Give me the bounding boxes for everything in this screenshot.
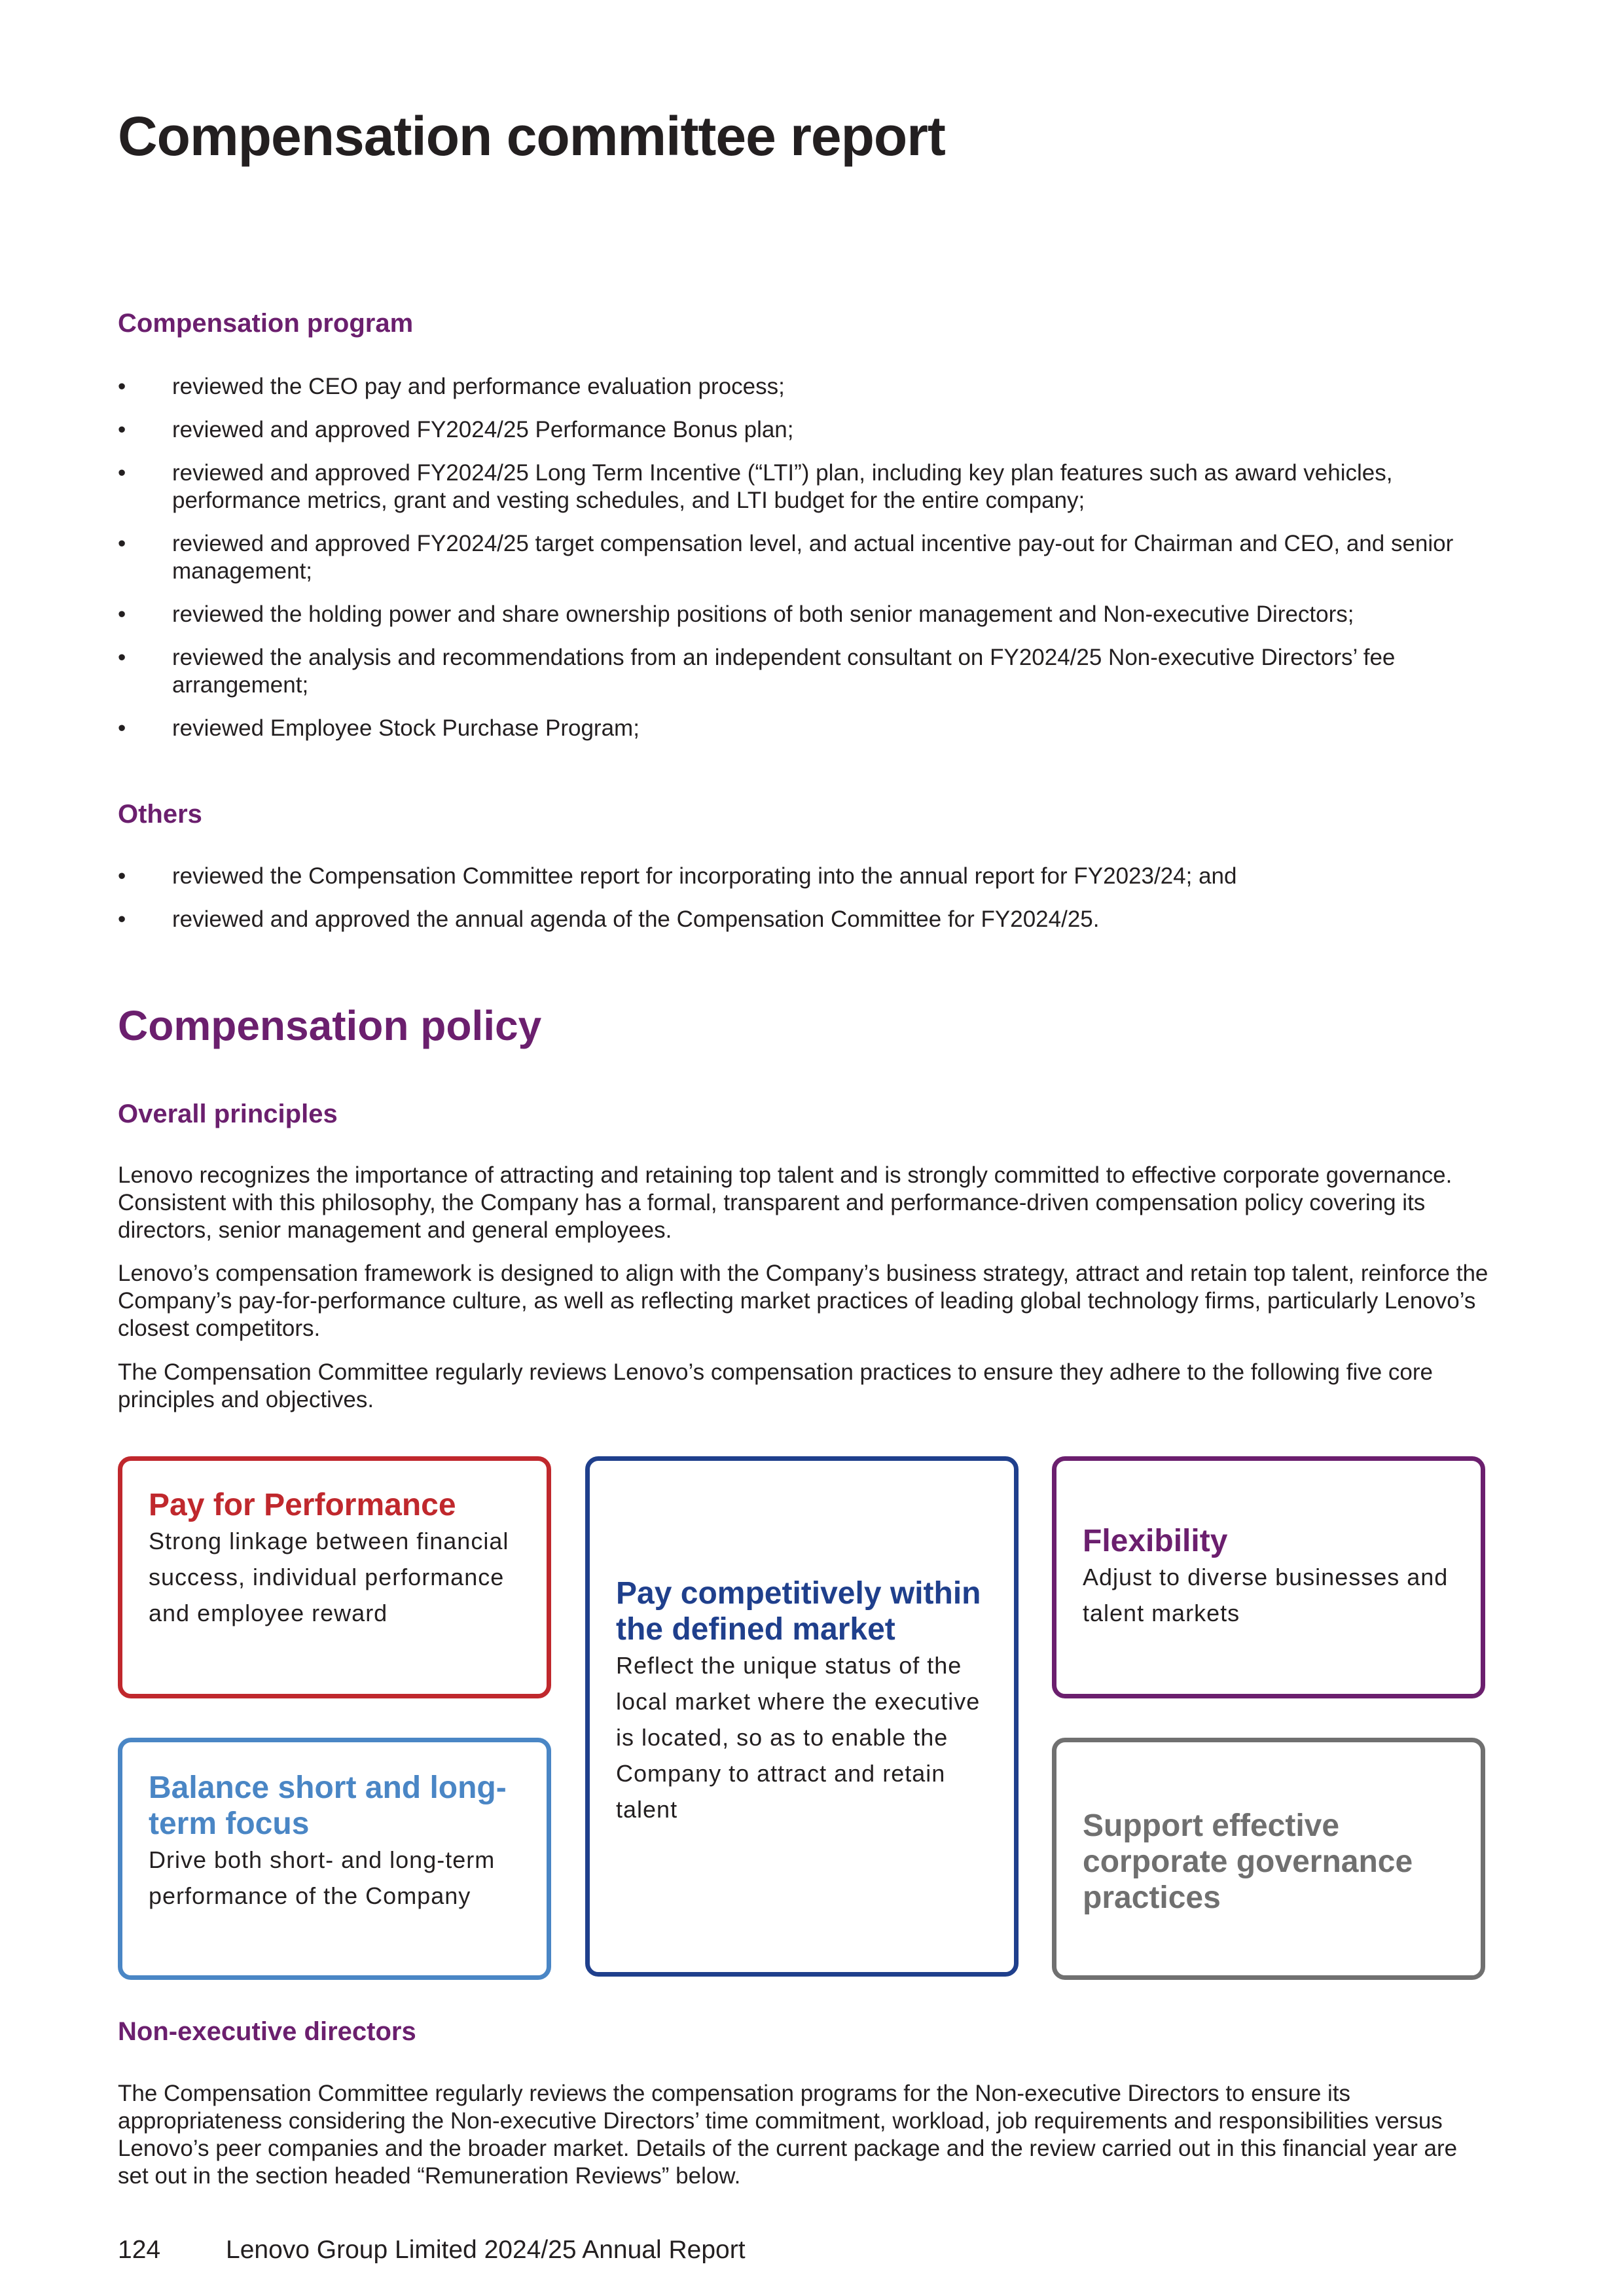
list-item: • reviewed and approved FY2024/25 Long Term Incentive (“LTI”) plan, including key plan features such as award vehicles, performance metrics, grant and vesting schedules, and LTI budget for the entire company; xyxy=(118,460,1393,513)
principle-pay-competitively xyxy=(585,1456,1019,1977)
principle-title: Balance short and long-term focus xyxy=(149,1770,507,1841)
principle-title: Flexibility xyxy=(1083,1524,1228,1558)
principle-title: Pay competitively within the defined market xyxy=(616,1576,981,1647)
principle-pay-for-performance xyxy=(118,1456,551,1698)
non-executive-directors-heading: Non-executive directors xyxy=(118,2017,416,2046)
overall-principles-heading: Overall principles xyxy=(118,1100,338,1128)
compensation-policy-title: Compensation policy xyxy=(118,1002,542,1049)
overall-principles-paragraph-3: The Compensation Committee regularly reviews Lenovo’s compensation practices to ensure they adhere to the following five core principles and objectives. xyxy=(118,1359,1434,1412)
list-item: • reviewed and approved FY2024/25 Performance Bonus plan; xyxy=(118,417,794,442)
list-item: • reviewed the analysis and recommendations from an independent consultant on FY2024/25 Non-executive Directors’ fee arrangement; xyxy=(118,645,1396,698)
bullet-icon: • xyxy=(118,531,126,556)
page-number: 124 xyxy=(118,2236,161,2264)
publication-title: Lenovo Group Limited 2024/25 Annual Report xyxy=(226,2236,746,2264)
bullet-icon: • xyxy=(118,460,126,486)
page-footer xyxy=(118,2236,746,2265)
bullet-icon: • xyxy=(118,906,126,932)
bullet-icon: • xyxy=(118,601,126,627)
list-item: • reviewed the Compensation Committee report for incorporating into the annual report for FY2023/24; and xyxy=(118,863,1237,889)
overall-principles-paragraph-1: Lenovo recognizes the importance of attracting and retaining top talent and is strongly committed to effective corporate governance. Consistent with this philosophy, the Company has a formal, transparent and performance-driven compensation policy covering its directors, senior management and general employees. xyxy=(118,1162,1453,1243)
principle-description: Drive both short- and long-term performance of the Company xyxy=(149,1846,496,1909)
compensation-program-list xyxy=(118,373,1492,758)
non-executive-directors-paragraph: The Compensation Committee regularly reviews the compensation programs for the Non-executive Directors to ensure its appropriateness considering the Non-executive Directors’ time commitment, workload, job requirements and responsibilities versus Lenovo’s peer companies and the broader market. Details of the current package and the review carried out in this financial year are set out in the section headed “Remuneration Reviews” below. xyxy=(118,2081,1458,2189)
principle-description: Reflect the unique status of the local market where the executive is located, so as to enable the Company to attract and retain talent xyxy=(616,1652,981,1823)
bullet-icon: • xyxy=(118,417,126,442)
compensation-program-heading: Compensation program xyxy=(118,309,414,338)
principle-governance xyxy=(1052,1738,1485,1980)
page-title: Compensation committee report xyxy=(118,105,945,167)
principle-flexibility xyxy=(1052,1456,1485,1698)
list-item: • reviewed the holding power and share ownership positions of both senior management and Non-executive Directors; xyxy=(118,601,1354,627)
list-item: • reviewed the CEO pay and performance evaluation process; xyxy=(118,374,785,399)
principle-description: Adjust to diverse businesses and talent markets xyxy=(1083,1564,1449,1626)
list-item: • reviewed and approved FY2024/25 target compensation level, and actual incentive pay-out for Chairman and CEO, and senior management; xyxy=(118,531,1454,584)
principle-description: Strong linkage between financial success, individual performance and employee reward xyxy=(149,1528,509,1626)
bullet-icon: • xyxy=(118,374,126,399)
principle-balance-focus xyxy=(118,1738,551,1980)
principle-title: Pay for Performance xyxy=(149,1488,456,1522)
bullet-icon: • xyxy=(118,863,126,889)
principle-title: Support effective corporate governance practices xyxy=(1083,1808,1413,1915)
bullet-icon: • xyxy=(118,715,126,741)
others-list xyxy=(118,863,1492,949)
overall-principles-paragraph-2: Lenovo’s compensation framework is designed to align with the Company’s business strategy, attract and retain top talent, reinforce the Company’s pay-for-performance culture, as well as reflecting market practices of leading global technology firms, particularly Lenovo’s closest competitors. xyxy=(118,1261,1489,1341)
list-item: • reviewed and approved the annual agenda of the Compensation Committee for FY2024/25. xyxy=(118,906,1100,932)
others-heading: Others xyxy=(118,800,202,829)
list-item: • reviewed Employee Stock Purchase Program; xyxy=(118,715,640,741)
bullet-icon: • xyxy=(118,645,126,670)
